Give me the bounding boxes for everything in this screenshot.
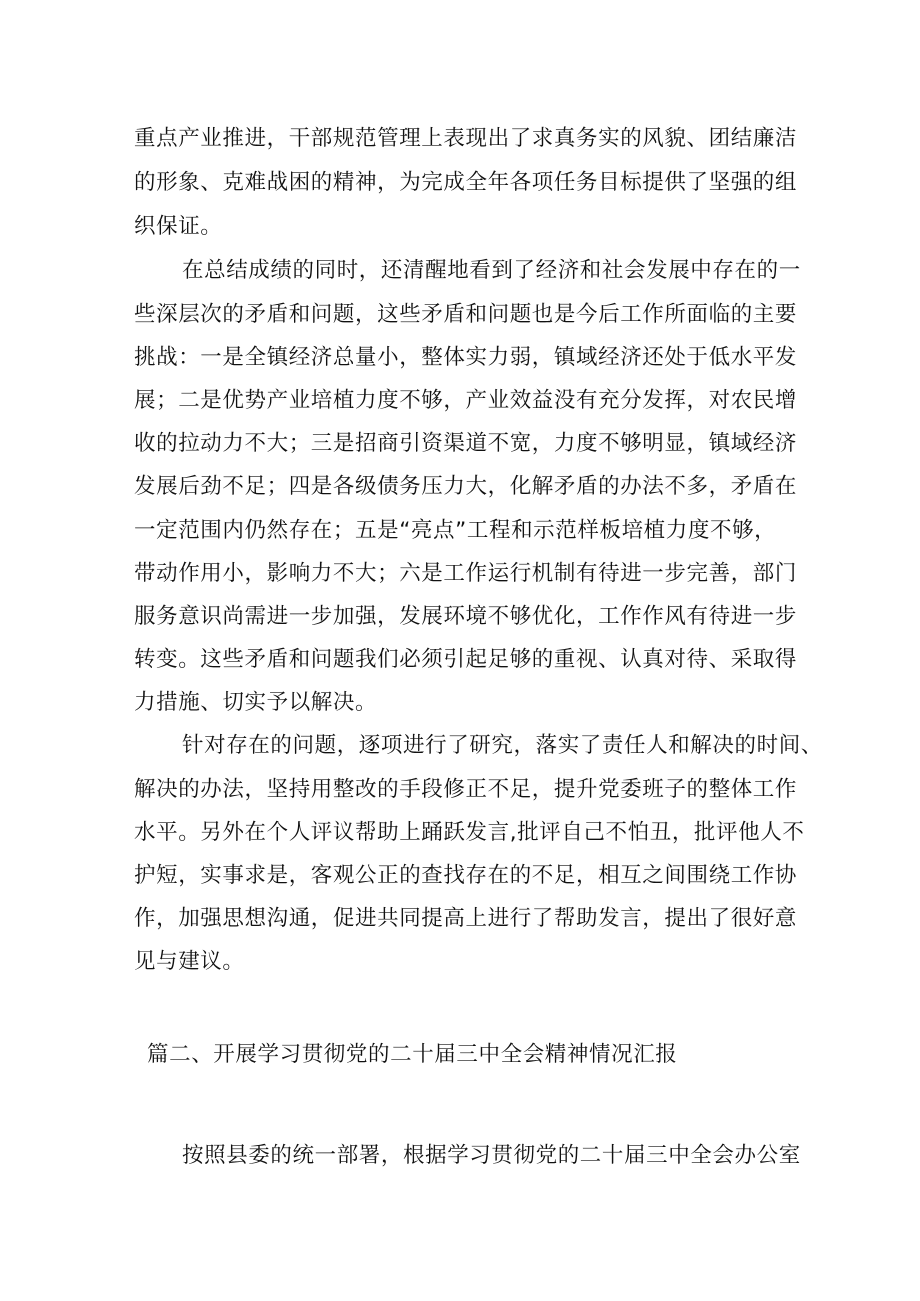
text-line: 展；二是优势产业培植力度不够，产业效益没有充分发挥，对农民增: [134, 388, 798, 413]
text-line: 作，加强思想沟通，促进共同提高上进行了帮助发言，提出了很好意: [134, 906, 798, 931]
text-line: 护短，实事求是，客观公正的查找存在的不足，相互之间围绕工作协: [134, 863, 798, 888]
text-line: 水平。另外在个人评议帮助上踊跃发言,批评自己不怕丑，批评他人不: [134, 820, 805, 845]
text-line: 些深层次的矛盾和问题，这些矛盾和问题也是今后工作所面临的主要: [134, 302, 798, 327]
text-line: 力措施、切实予以解决。: [134, 690, 378, 715]
text-line: 见与建议。: [134, 949, 245, 974]
text-line: 在总结成绩的同时，还清醒地看到了经济和社会发展中存在的一: [182, 258, 801, 283]
text-line: 织保证。: [134, 214, 223, 239]
text-line: 重点产业推进，干部规范管理上表现出了求真务实的风貌、团结廉洁: [134, 126, 798, 151]
text-line: 发展后劲不足；四是各级债务压力大，化解矛盾的办法不多，矛盾在: [134, 474, 798, 499]
text-line: 按照县委的统一部署，根据学习贯彻党的二十届三中全会办公室: [182, 1143, 801, 1168]
section-heading: 篇二、开展学习贯彻党的二十届三中全会精神情况汇报: [147, 1042, 678, 1067]
text-line: 挑战：一是全镇经济总量小，整体实力弱，镇域经济还处于低水平发: [134, 345, 798, 370]
text-line: 针对存在的问题，逐项进行了研究，落实了责任人和解决的时间、: [182, 733, 823, 758]
text-line: 收的拉动力不大；三是招商引资渠道不宽，力度不够明显，镇域经济: [134, 431, 798, 456]
text-line: 的形象、克难战困的精神，为完成全年各项任务目标提供了坚强的组: [134, 170, 798, 195]
text-line: 带动作用小，影响力不大；六是工作运行机制有待进一步完善，部门: [134, 561, 798, 586]
text-line: 服务意识尚需进一步加强，发展环境不够优化，工作作风有待进一步: [134, 604, 798, 629]
text-line: 解决的办法，坚持用整改的手段修正不足，提升党委班子的整体工作: [134, 777, 798, 802]
text-line: 转变。这些矛盾和问题我们必须引起足够的重视、认真对待、采取得: [134, 647, 798, 672]
text-line: 一定范围内仍然存在；五是“亮点”工程和示范样板培植力度不够，: [134, 518, 777, 543]
